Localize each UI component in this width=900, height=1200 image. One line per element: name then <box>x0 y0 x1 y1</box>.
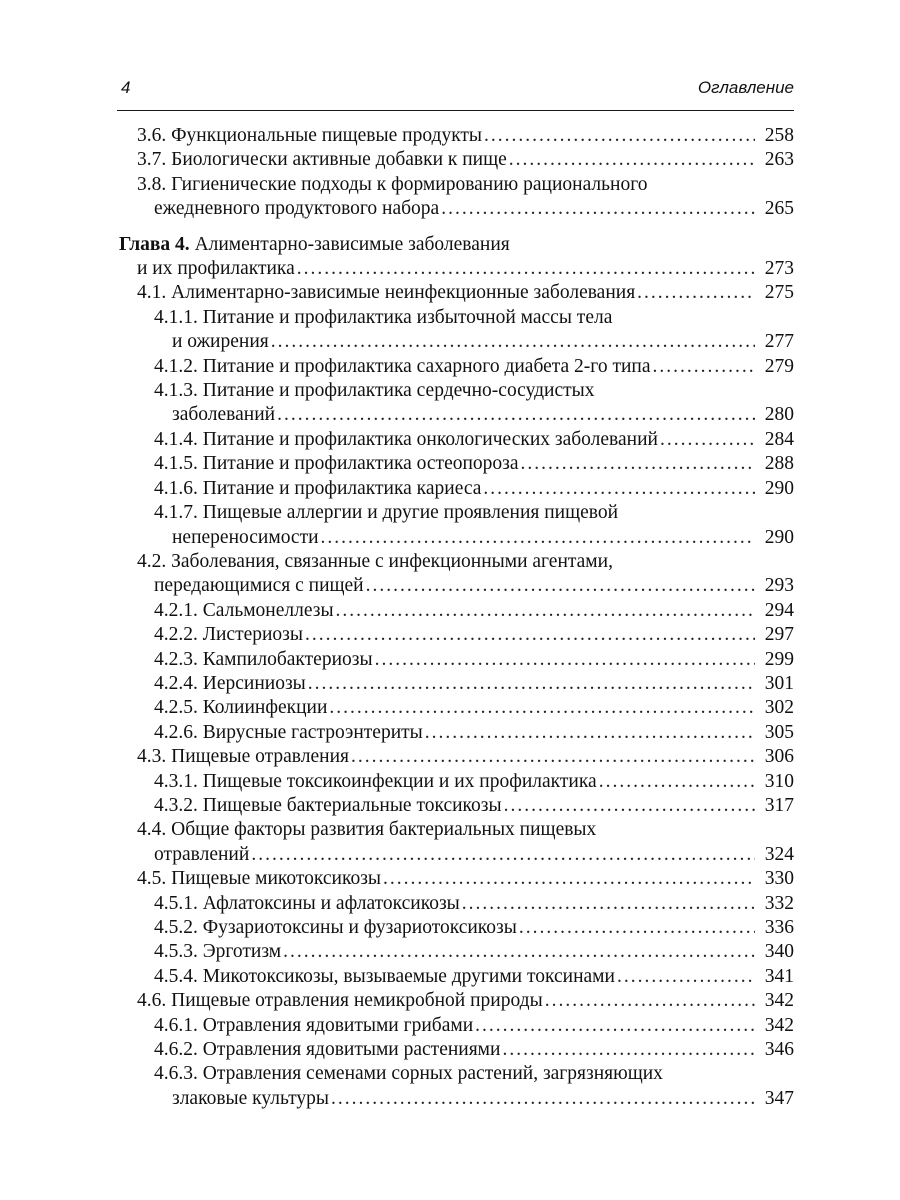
toc-page-number: 288 <box>764 453 794 475</box>
toc-entry-title: 4.4. Общие факторы развития бактериальных пищевых <box>137 819 597 841</box>
toc-page-number: 299 <box>764 648 794 670</box>
toc-entry <box>0 794 900 818</box>
dot-leader <box>308 672 755 696</box>
toc-page-number: 342 <box>764 1014 794 1036</box>
dot-leader <box>617 965 755 989</box>
toc-entry <box>0 550 900 599</box>
toc-entry-line-final <box>0 623 794 647</box>
toc-entry-title: 3.6. Функциональные пищевые продукты <box>137 125 483 146</box>
toc-entry <box>0 281 900 305</box>
toc-entry-title: 4.6.3. Отравления семенами сорных растений, загрязняющих <box>154 1063 663 1085</box>
toc-entry-title: 4.1.4. Питание и профилактика онкологических заболеваний <box>154 428 658 450</box>
dot-leader <box>483 477 755 501</box>
toc-entry-title: 4.2.3. Кампилобактериозы <box>154 648 373 670</box>
dot-leader <box>351 745 755 769</box>
toc-entry-title: 4.5.4. Микотоксикозы, вызываемые другими токсинами <box>154 965 615 987</box>
toc-entry <box>0 1062 900 1111</box>
dot-leader <box>653 355 756 379</box>
toc-entry <box>0 770 900 794</box>
dot-leader <box>277 403 755 427</box>
toc-entry <box>0 892 900 916</box>
toc-page-number: 302 <box>764 697 794 719</box>
toc-entry-title: 4.3.2. Пищевые бактериальные токсикозы <box>154 794 502 816</box>
toc-entry <box>0 623 900 647</box>
toc-entry <box>0 696 900 720</box>
toc-entry-title: 4.1.3. Питание и профилактика сердечно-сосудистых <box>154 380 595 402</box>
toc-entry-line-final <box>0 745 794 769</box>
toc-entry-title: 4.2.5. Колиинфекции <box>154 697 328 719</box>
chapter-label: Глава 4. <box>119 233 190 255</box>
toc-page-number: 275 <box>764 282 794 304</box>
dot-leader <box>305 623 755 647</box>
toc-page-number: 263 <box>764 149 794 171</box>
dot-leader <box>271 330 755 354</box>
toc-entry-title: 4.1.2. Питание и профилактика сахарного диабета 2-го типа <box>154 355 651 377</box>
toc-entry <box>0 428 900 452</box>
toc-entry <box>0 1014 900 1038</box>
toc-entry-title: и ожирения <box>172 331 269 353</box>
toc-entry-title: непереносимости <box>172 526 319 548</box>
toc-page-number: 336 <box>764 917 794 938</box>
toc-entry <box>0 477 900 501</box>
dot-leader <box>331 1087 755 1111</box>
dot-leader <box>283 940 755 964</box>
toc-page-number: 347 <box>764 1087 794 1109</box>
toc-entry-line-final <box>0 965 794 989</box>
dot-leader <box>637 281 755 305</box>
toc-entry-title: ежедневного продуктового набора <box>154 198 440 220</box>
dot-leader <box>504 794 755 818</box>
toc-entry-line <box>0 501 900 525</box>
toc-entry-line-final <box>0 1038 794 1062</box>
toc-page-number: 340 <box>764 941 794 963</box>
toc-entry-title: Глава 4. Алиментарно-зависимые заболевания <box>119 233 510 255</box>
toc-entry-line-final <box>0 452 794 476</box>
toc-entry <box>0 599 900 623</box>
toc-page-number: 258 <box>764 125 794 146</box>
toc-entry-title: 4.6.1. Отравления ядовитыми грибами <box>154 1014 474 1036</box>
toc-entry-line-final <box>0 148 794 172</box>
toc-entry <box>0 818 900 867</box>
toc-entry-line-final <box>0 330 794 354</box>
toc-entry-title: 4.5. Пищевые микотоксикозы <box>137 868 382 890</box>
toc-entry <box>0 989 900 1013</box>
toc-page-number: 330 <box>764 868 794 890</box>
dot-leader <box>425 721 755 745</box>
toc-chapter-entry <box>0 233 900 282</box>
toc-entry <box>0 965 900 989</box>
toc-entry-line-final <box>0 672 794 696</box>
toc-entry-title: 3.8. Гигиенические подходы к формированию рационального <box>137 173 648 195</box>
toc-entry-title: отравлений <box>154 843 250 865</box>
toc-entry-line-final <box>0 599 794 623</box>
toc-entry-line-final <box>0 721 794 745</box>
toc-page-number: 297 <box>764 624 794 646</box>
toc-entry-line-final <box>0 403 794 427</box>
toc-entry-line <box>0 379 900 403</box>
toc-entry-line-final <box>0 989 794 1013</box>
toc-entry <box>0 1038 900 1062</box>
toc-entry-line <box>0 173 900 197</box>
dot-leader <box>502 1038 755 1062</box>
toc-entry <box>0 379 900 428</box>
dot-leader <box>375 648 755 672</box>
table-of-contents <box>0 124 900 1111</box>
toc-page-number: 265 <box>764 198 794 220</box>
toc-entry <box>0 745 900 769</box>
toc-entry-line-final <box>0 197 794 221</box>
toc-entry-title: 4.1.6. Питание и профилактика кариеса <box>154 477 482 499</box>
toc-entry <box>0 916 900 940</box>
toc-entry <box>0 721 900 745</box>
toc-page-number: 317 <box>764 794 794 816</box>
toc-entry <box>0 306 900 355</box>
toc-entry-line-final <box>0 770 794 794</box>
toc-entry-line <box>0 1062 900 1086</box>
toc-page-number: 342 <box>764 990 794 1012</box>
dot-leader <box>521 452 755 476</box>
toc-page-number: 294 <box>764 599 794 621</box>
toc-entry-line-final <box>0 1014 794 1038</box>
toc-entry-title: 4.1.5. Питание и профилактика остеопороза <box>154 453 519 475</box>
toc-entry-title: заболеваний <box>172 404 276 426</box>
toc-entry <box>0 173 900 222</box>
toc-entry-title: 4.2.2. Листериозы <box>154 624 303 646</box>
toc-entry-line-final <box>0 843 794 867</box>
dot-leader <box>366 574 755 598</box>
dot-leader <box>251 843 755 867</box>
toc-entry-title: 4.6. Пищевые отравления немикробной природы <box>137 990 543 1012</box>
dot-leader <box>660 428 755 452</box>
dot-leader <box>329 696 755 720</box>
page-header <box>117 74 794 111</box>
dot-leader <box>297 257 755 281</box>
toc-entry-line-final <box>0 257 794 281</box>
toc-entry-line-final <box>0 648 794 672</box>
toc-entry-title: 4.2. Заболевания, связанные с инфекционными агентами, <box>137 550 613 572</box>
toc-page-number: 310 <box>764 770 794 792</box>
toc-entry-title: 4.1.1. Питание и профилактика избыточной массы тела <box>154 306 613 328</box>
toc-page-number: 341 <box>764 965 794 987</box>
toc-entry-line-final <box>0 355 794 379</box>
dot-leader <box>321 526 755 550</box>
dot-leader <box>509 148 755 172</box>
toc-entry-title: 4.1.7. Пищевые аллергии и другие проявления пищевой <box>154 502 619 524</box>
toc-entry-title: 4.3. Пищевые отравления <box>137 746 349 768</box>
toc-entry-line-final <box>0 867 794 891</box>
toc-entry <box>0 452 900 476</box>
toc-entry-line <box>0 818 900 842</box>
toc-entry-line <box>0 550 900 574</box>
toc-page-number: 346 <box>764 1039 794 1061</box>
toc-entry-line-final <box>0 940 794 964</box>
toc-entry-line-final <box>0 526 794 550</box>
running-title: Оглавление <box>697 78 794 97</box>
toc-entry-line-final <box>0 477 794 501</box>
dot-leader <box>519 916 755 940</box>
page-number: 4 <box>121 78 131 97</box>
toc-entry-line-final <box>0 916 794 940</box>
toc-page-number: 306 <box>764 746 794 768</box>
toc-entry-title: 4.5.2. Фузариотоксины и фузариотоксикозы <box>154 917 517 938</box>
toc-entry-title: 3.7. Биологически активные добавки к пище <box>137 149 507 171</box>
toc-entry-title: 4.5.1. Афлатоксины и афлатоксикозы <box>154 892 460 914</box>
toc-entry <box>0 124 900 148</box>
toc-page-number: 293 <box>764 575 794 597</box>
toc-page-number: 301 <box>764 672 794 694</box>
toc-entry <box>0 867 900 891</box>
toc-entry <box>0 148 900 172</box>
toc-entry-title: передающимися с пищей <box>154 575 364 597</box>
dot-leader <box>383 867 755 891</box>
toc-entry <box>0 940 900 964</box>
toc-entry-line-final <box>0 794 794 818</box>
toc-page-number: 280 <box>764 404 794 426</box>
toc-entry-line-final <box>0 281 794 305</box>
toc-page-number: 277 <box>764 331 794 353</box>
toc-page-number: 305 <box>764 721 794 743</box>
toc-entry-title: 4.2.1. Сальмонеллезы <box>154 599 334 621</box>
toc-entry-line <box>0 233 900 257</box>
dot-leader <box>484 124 755 148</box>
toc-page-number: 273 <box>764 258 794 280</box>
toc-entry-line-final <box>0 574 794 598</box>
toc-entry-title: 4.2.6. Вирусные гастроэнтериты <box>154 721 423 743</box>
toc-entry-title: 4.5.3. Эрготизм <box>154 941 282 963</box>
dot-leader <box>475 1014 755 1038</box>
toc-entry-title: 4.6.2. Отравления ядовитыми растениями <box>154 1039 501 1061</box>
toc-page-number: 324 <box>764 843 794 865</box>
dot-leader <box>336 599 755 623</box>
toc-page-number: 279 <box>764 355 794 377</box>
toc-page-number: 290 <box>764 526 794 548</box>
toc-entry <box>0 672 900 696</box>
toc-entry-line-final <box>0 1087 794 1111</box>
dot-leader <box>462 892 755 916</box>
toc-entry-title: и их профилактика <box>137 258 295 280</box>
toc-entry-line <box>0 306 900 330</box>
toc-page-number: 290 <box>764 477 794 499</box>
toc-entry-line-final <box>0 428 794 452</box>
toc-entry-title: 4.3.1. Пищевые токсикоинфекции и их профилактика <box>154 770 597 792</box>
toc-page-number: 332 <box>764 892 794 914</box>
toc-entry-title: злаковые культуры <box>172 1087 329 1109</box>
toc-entry <box>0 648 900 672</box>
toc-entry <box>0 355 900 379</box>
dot-leader <box>599 770 755 794</box>
toc-page-number: 284 <box>764 428 794 450</box>
toc-entry-line-final <box>0 124 794 148</box>
dot-leader <box>441 197 755 221</box>
toc-entry-line-final <box>0 696 794 720</box>
toc-entry-line-final <box>0 892 794 916</box>
toc-entry <box>0 501 900 550</box>
dot-leader <box>545 989 755 1013</box>
toc-entry-title: 4.2.4. Иерсиниозы <box>154 672 306 694</box>
toc-entry-title: 4.1. Алиментарно-зависимые неинфекционные заболевания <box>137 282 636 304</box>
